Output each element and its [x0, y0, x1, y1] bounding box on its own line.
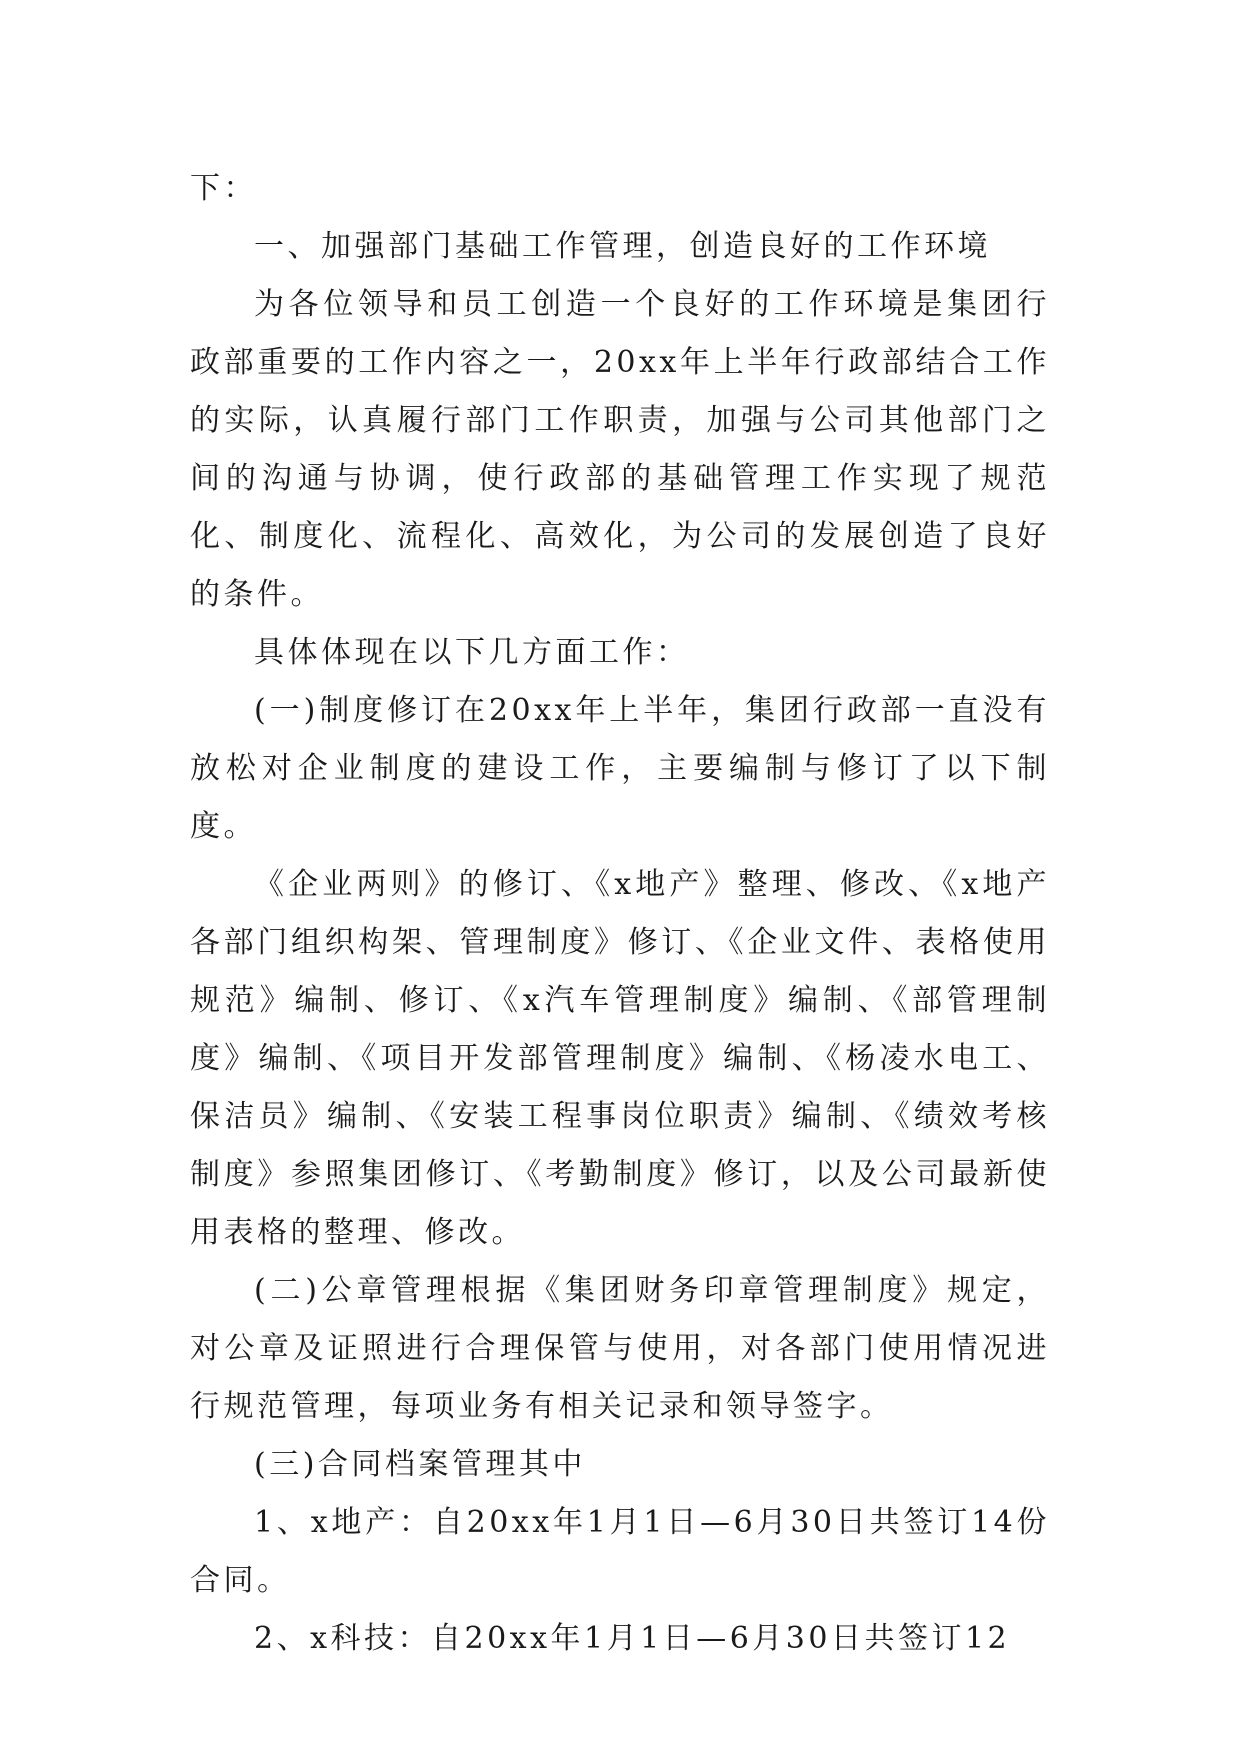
paragraph-contracts-2: 2、x科技：自20xx年1月1日—6月30日共签订12: [254, 1621, 1011, 1656]
paragraph-contracts-1: 1、x地产：自20xx年1月1日—6月30日共签订14份合同。: [190, 1505, 1050, 1598]
paragraph-item-2: (二)公章管理根据《集团财务印章管理制度》规定，对公章及证照进行合理保管与使用，对各部门使用情况进行规范管理，每项业务有相关记录和领导签字。: [190, 1273, 1050, 1424]
paragraph-item-1: (一)制度修订在20xx年上半年，集团行政部一直没有放松对企业制度的建设工作，主要编制与修订了以下制度。: [190, 693, 1050, 844]
paragraph-item-3: (三)合同档案管理其中: [254, 1447, 586, 1482]
paragraph-lead-in: 具体体现在以下几方面工作：: [254, 635, 690, 670]
paragraph-regulations-list: 《企业两则》的修订、《x地产》整理、修改、《x地产各部门组织构架、管理制度》修订、《企业文件、表格使用规范》编制、修订、《x汽车管理制度》编制、《部管理制度》编制、《项目开发部管理制度》编制、《杨凌水电工、保洁员》编制、《安装工程事岗位职责》编制、《绩效考核制度》参照集团修订、《考勤制度》修订，以及公司最新使用表格的整理、修改。: [190, 867, 1050, 1250]
document-body: [190, 160, 1050, 1668]
section-heading: 一、加强部门基础工作管理，创造良好的工作环境: [254, 229, 991, 264]
paragraph-intro: 为各位领导和员工创造一个良好的工作环境是集团行政部重要的工作内容之一，20xx年上半年行政部结合工作的实际，认真履行部门工作职责，加强与公司其他部门之间的沟通与协调，使行政部的基础管理工作实现了规范化、制度化、流程化、高效化，为公司的发展创造了良好的条件。: [190, 287, 1050, 612]
paragraph-continuation: 下：: [190, 171, 257, 206]
